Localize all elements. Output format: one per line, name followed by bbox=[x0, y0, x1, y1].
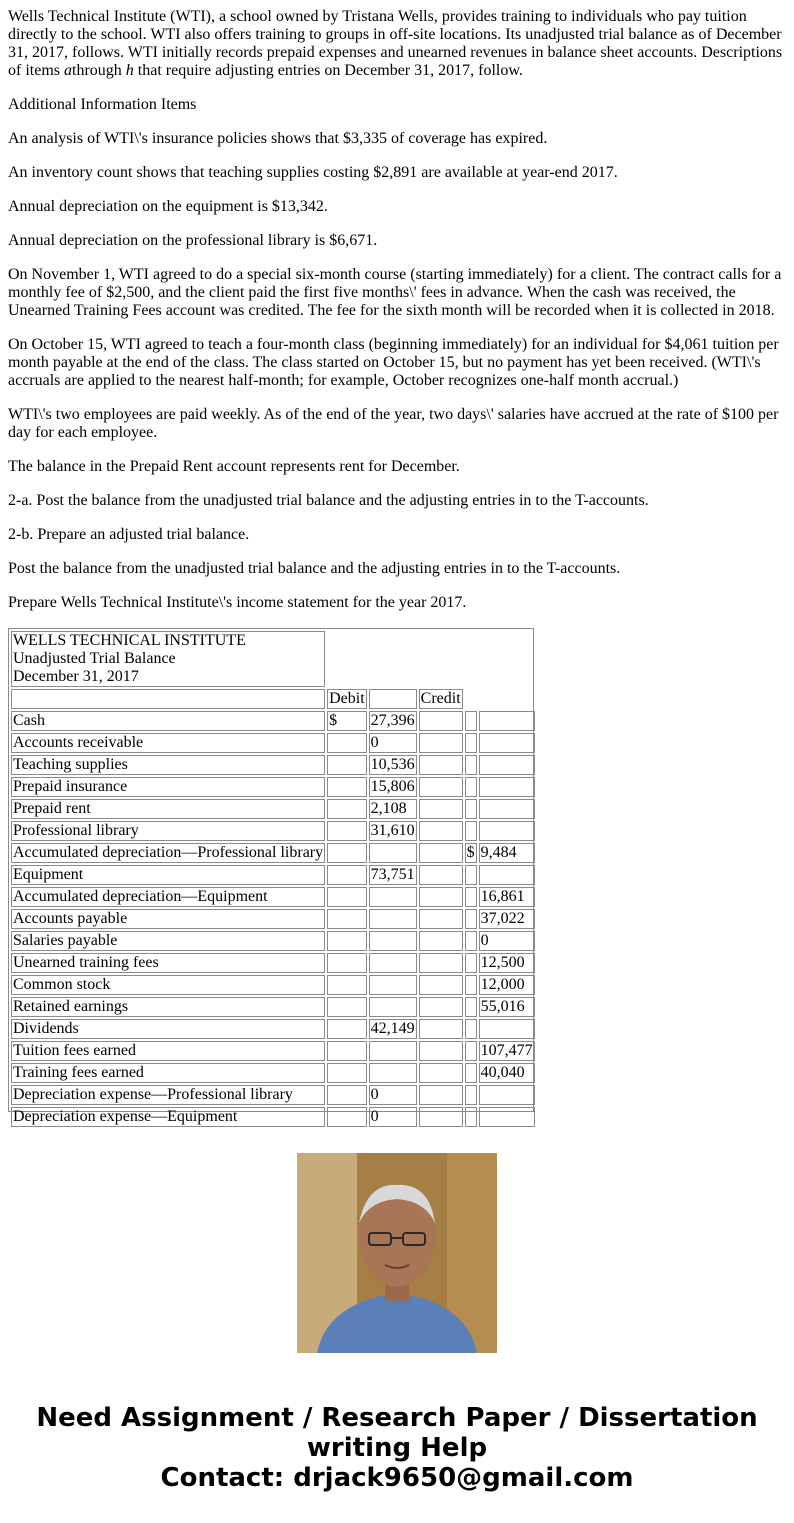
credit-amount-cell: 107,477 bbox=[480, 1042, 533, 1059]
debit-currency-cell bbox=[327, 865, 367, 885]
credit-currency-cell bbox=[465, 821, 477, 841]
credit-currency-cell bbox=[465, 1063, 477, 1083]
credit-amount-cell bbox=[479, 1085, 535, 1105]
credit-amount-cell bbox=[479, 1019, 535, 1039]
account-name-cell: Retained earnings bbox=[11, 997, 325, 1017]
credit-currency-cell bbox=[465, 799, 477, 819]
credit-currency-cell bbox=[465, 777, 477, 797]
credit-spacer-cell bbox=[419, 1107, 463, 1127]
credit-currency-cell bbox=[465, 865, 477, 885]
credit-currency-cell bbox=[465, 953, 477, 973]
table-row bbox=[11, 733, 535, 753]
account-name-cell: Prepaid rent bbox=[11, 799, 325, 819]
debit-currency-cell bbox=[327, 931, 367, 951]
credit-currency-cell bbox=[465, 997, 477, 1017]
credit-amount-cell: 40,040 bbox=[479, 1063, 535, 1083]
debit-currency-cell bbox=[327, 887, 367, 907]
account-name-cell: Equipment bbox=[11, 865, 325, 885]
credit-currency-cell bbox=[465, 711, 477, 731]
credit-spacer-cell bbox=[419, 843, 463, 863]
debit-currency-cell bbox=[327, 777, 367, 797]
debit-currency-cell bbox=[327, 1063, 367, 1083]
item-letter-a: a bbox=[64, 62, 72, 79]
credit-spacer-cell bbox=[419, 733, 463, 753]
credit-currency-cell bbox=[465, 975, 477, 995]
account-name-cell: Dividends bbox=[11, 1019, 325, 1039]
credit-amount-cell bbox=[479, 755, 535, 775]
task-item: Post the balance from the unadjusted trial balance and the adjusting entries in to the T-accounts. bbox=[8, 560, 621, 577]
debit-currency-cell bbox=[327, 953, 367, 973]
credit-amount-cell bbox=[479, 799, 535, 819]
credit-spacer-cell bbox=[419, 865, 463, 885]
table-row bbox=[11, 1063, 535, 1083]
credit-currency-cell bbox=[465, 909, 477, 929]
credit-currency-cell bbox=[465, 755, 477, 775]
credit-spacer-cell bbox=[419, 887, 463, 907]
account-name-cell: Unearned training fees bbox=[11, 953, 325, 973]
debit-amount-cell: 0 bbox=[369, 1107, 417, 1127]
trial-balance-container bbox=[8, 628, 534, 1125]
account-name-cell: Accumulated depreciation—Professional library bbox=[13, 844, 324, 861]
debit-amount-cell: 0 bbox=[369, 733, 417, 753]
credit-amount-cell: 37,022 bbox=[479, 909, 535, 929]
credit-spacer-cell bbox=[419, 931, 463, 951]
credit-amount-cell: 55,016 bbox=[479, 997, 535, 1017]
credit-spacer-cell bbox=[419, 755, 463, 775]
debit-amount-cell bbox=[369, 975, 417, 995]
credit-currency-cell bbox=[465, 1019, 477, 1039]
credit-spacer-cell bbox=[419, 799, 463, 819]
author-avatar bbox=[297, 1153, 497, 1353]
debit-amount-cell bbox=[369, 997, 417, 1017]
report-name: Unadjusted Trial Balance bbox=[13, 650, 176, 667]
info-item: An inventory count shows that teaching supplies costing $2,891 are available at year-end 2017. bbox=[8, 164, 618, 181]
debit-amount-cell bbox=[369, 1041, 417, 1061]
debit-amount-cell: 15,806 bbox=[370, 778, 415, 795]
credit-amount-cell bbox=[479, 865, 535, 885]
credit-currency-cell bbox=[465, 1107, 477, 1127]
debit-amount-cell: 27,396 bbox=[370, 712, 415, 729]
credit-amount-cell bbox=[479, 711, 535, 731]
table-row bbox=[11, 777, 535, 797]
info-item: WTI\'s two employees are paid weekly. As of the end of the year, two days\' salaries have accrued at the rate of $100 per day for each employee. bbox=[8, 406, 779, 441]
table-row bbox=[11, 997, 535, 1017]
table-row bbox=[11, 909, 535, 929]
item-letter-h: h bbox=[125, 62, 134, 79]
table-row bbox=[11, 975, 535, 995]
table-row bbox=[11, 887, 535, 907]
debit-currency-cell bbox=[327, 755, 367, 775]
debit-amount-cell bbox=[369, 843, 417, 863]
debit-amount-cell bbox=[369, 909, 417, 929]
credit-header: Credit bbox=[420, 690, 461, 707]
credit-amount-cell: 16,861 bbox=[479, 887, 535, 907]
credit-currency-cell bbox=[465, 931, 477, 951]
info-item: Annual depreciation on the professional library is $6,671. bbox=[8, 232, 378, 249]
info-item: Annual depreciation on the equipment is $13,342. bbox=[8, 198, 328, 215]
account-name-cell: Professional library bbox=[11, 821, 325, 841]
table-row bbox=[11, 865, 535, 885]
account-name-cell: Accounts payable bbox=[11, 909, 325, 929]
debit-currency-cell bbox=[327, 821, 367, 841]
debit-header: Debit bbox=[329, 690, 365, 707]
debit-amount-cell bbox=[369, 931, 417, 951]
promo-banner bbox=[0, 1403, 794, 1493]
info-item: On October 15, WTI agreed to teach a four-month class (beginning immediately) for an individual for $4,061 tuition per month payable at the end of the class. The class started on October 15, but no payment has yet been received. (WTI\'s accruals are applied to the nearest half-month; for example, October recognizes one-half month accrual.) bbox=[8, 336, 779, 389]
table-row bbox=[11, 843, 535, 863]
section-heading: Additional Information Items bbox=[8, 96, 197, 113]
account-name-cell: Cash bbox=[11, 711, 325, 731]
info-item: The balance in the Prepaid Rent account represents rent for December. bbox=[8, 458, 460, 475]
table-row bbox=[11, 931, 535, 951]
debit-currency-cell bbox=[327, 1041, 367, 1061]
account-name-cell: Tuition fees earned bbox=[11, 1041, 325, 1061]
contact-line: Contact: drjack9650@gmail.com bbox=[160, 1463, 634, 1493]
credit-currency-cell bbox=[465, 1085, 477, 1105]
debit-currency-cell bbox=[327, 1107, 367, 1127]
debit-currency-cell bbox=[327, 1019, 367, 1039]
banner-line: Need Assignment / Research Paper / Dissertation bbox=[36, 1403, 758, 1433]
info-item: On November 1, WTI agreed to do a special six-month course (starting immediately) for a client. The contract calls for a monthly fee of $2,500, and the client paid the first five months\' fees in advance. When the cash was received, the Unearned Training Fees account was credited. The fee for the sixth month will be recorded when it is collected in 2018. bbox=[8, 266, 782, 319]
debit-currency-cell bbox=[327, 909, 367, 929]
account-name-cell: Common stock bbox=[11, 975, 325, 995]
company-name: WELLS TECHNICAL INSTITUTE bbox=[13, 632, 246, 649]
trial-balance-table bbox=[9, 629, 537, 1129]
table-row bbox=[11, 1041, 535, 1061]
debit-amount-cell: 0 bbox=[369, 1085, 417, 1105]
account-name-cell: Salaries payable bbox=[11, 931, 325, 951]
table-title-cell bbox=[11, 631, 325, 687]
credit-currency-cell: $ bbox=[466, 844, 475, 861]
account-name-cell: Accumulated depreciation—Equipment bbox=[11, 887, 325, 907]
debit-currency-cell bbox=[327, 733, 367, 753]
credit-spacer-cell bbox=[419, 975, 463, 995]
credit-amount-cell bbox=[479, 733, 535, 753]
table-row bbox=[11, 1019, 535, 1039]
table-row bbox=[11, 1107, 535, 1127]
debit-currency-cell bbox=[327, 843, 367, 863]
debit-amount-cell: 31,610 bbox=[370, 822, 415, 839]
credit-currency-cell bbox=[465, 1041, 477, 1061]
credit-amount-cell: 12,000 bbox=[479, 975, 535, 995]
debit-amount-cell: 73,751 bbox=[370, 866, 415, 883]
table-row bbox=[11, 711, 535, 731]
info-item: An analysis of WTI\'s insurance policies shows that $3,335 of coverage has expired. bbox=[8, 130, 548, 147]
account-name-cell: Depreciation expense—Professional library bbox=[11, 1085, 325, 1105]
credit-spacer-cell bbox=[419, 821, 463, 841]
debit-amount-cell bbox=[369, 1063, 417, 1083]
task-item: 2-a. Post the balance from the unadjusted trial balance and the adjusting entries in to the T-accounts. bbox=[8, 492, 649, 509]
debit-currency-cell bbox=[327, 799, 367, 819]
credit-spacer-cell bbox=[419, 997, 463, 1017]
credit-currency-cell bbox=[465, 887, 477, 907]
person-portrait-icon bbox=[297, 1153, 497, 1353]
credit-spacer-cell bbox=[419, 777, 463, 797]
debit-currency-cell bbox=[327, 1085, 367, 1105]
credit-amount-cell bbox=[479, 821, 535, 841]
credit-spacer-cell bbox=[419, 909, 463, 929]
table-row bbox=[11, 953, 535, 973]
credit-spacer-cell bbox=[419, 711, 463, 731]
table-row bbox=[11, 755, 535, 775]
debit-amount-cell: 2,108 bbox=[369, 799, 417, 819]
credit-spacer-cell bbox=[419, 1041, 463, 1061]
table-title-row bbox=[11, 631, 535, 687]
report-date: December 31, 2017 bbox=[13, 668, 139, 685]
account-name-cell: Accounts receivable bbox=[11, 733, 325, 753]
account-name-cell: Training fees earned bbox=[11, 1063, 325, 1083]
table-row bbox=[11, 821, 535, 841]
document-content bbox=[8, 8, 786, 1125]
debit-amount-cell bbox=[369, 953, 417, 973]
task-item: Prepare Wells Technical Institute\'s income statement for the year 2017. bbox=[8, 594, 467, 611]
banner-line: writing Help bbox=[306, 1433, 488, 1463]
credit-spacer-cell bbox=[419, 1085, 463, 1105]
credit-currency-cell bbox=[465, 733, 477, 753]
credit-spacer-cell bbox=[419, 1063, 463, 1083]
account-name-cell: Teaching supplies bbox=[11, 755, 325, 775]
credit-amount-cell: 12,500 bbox=[479, 953, 535, 973]
debit-currency-cell bbox=[327, 975, 367, 995]
debit-amount-cell: 42,149 bbox=[370, 1020, 415, 1037]
table-row bbox=[11, 1085, 535, 1105]
debit-amount-cell: 10,536 bbox=[370, 756, 415, 773]
credit-amount-cell bbox=[479, 1107, 535, 1127]
debit-currency-cell bbox=[327, 997, 367, 1017]
task-item: 2-b. Prepare an adjusted trial balance. bbox=[8, 526, 250, 543]
credit-spacer-cell bbox=[419, 953, 463, 973]
table-row bbox=[11, 799, 535, 819]
account-name-cell: Prepaid insurance bbox=[11, 777, 325, 797]
credit-amount-cell bbox=[479, 777, 535, 797]
debit-amount-cell bbox=[369, 887, 417, 907]
debit-currency-cell: $ bbox=[327, 711, 367, 731]
credit-amount-cell: 9,484 bbox=[479, 843, 535, 863]
account-name-cell: Depreciation expense—Equipment bbox=[11, 1107, 325, 1127]
credit-amount-cell: 0 bbox=[479, 931, 535, 951]
credit-spacer-cell bbox=[419, 1019, 463, 1039]
table-header-row bbox=[11, 689, 535, 709]
intro-paragraph: Wells Technical Institute (WTI), a school owned by Tristana Wells, provides training to individuals who pay tuition directly to the school. WTI also offers training to groups in off-site locations. Its unadjusted trial balance as of December 31, 2017, follows. WTI initially records prepaid expenses and unearned revenues in balance sheet accounts. Descriptions of items athrough h that require adjusting entries on December 31, 2017, follow. bbox=[8, 8, 783, 79]
